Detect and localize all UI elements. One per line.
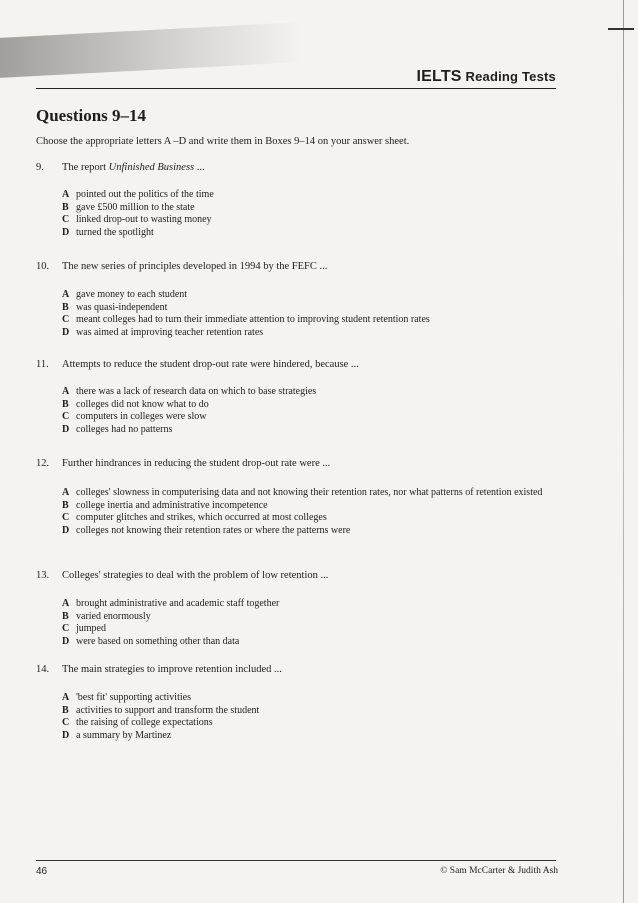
option-letter: B (62, 398, 69, 410)
brand-small: Reading Tests (465, 69, 556, 84)
option-text: jumped (76, 623, 106, 635)
option (62, 623, 552, 636)
option-text: there was a lack of research data on which to base strategies (76, 386, 317, 397)
option-text: pointed out the politics of the time (76, 189, 214, 200)
question-number: 14. (36, 664, 50, 675)
option-text: was aimed at improving teacher retention rates (76, 326, 264, 338)
option (62, 386, 552, 399)
option-text: colleges not knowing their retention rates or where the patterns were (76, 524, 351, 536)
option-text: computer glitches and strikes, which occurred at most colleges (76, 512, 327, 524)
option-letter: D (62, 635, 70, 647)
question-stem-italic: Unfinished Business (108, 162, 195, 173)
option (62, 487, 552, 500)
option-letter: A (62, 487, 70, 498)
option-letter: C (62, 512, 70, 524)
question-10 (36, 261, 327, 272)
question-stem: The new series of principles developed in 1994 by the FEFC ... (62, 261, 328, 272)
option-letter: C (62, 717, 70, 729)
option-letter: D (62, 423, 70, 435)
option (62, 189, 552, 202)
option (62, 214, 552, 227)
option-letter: D (62, 326, 70, 338)
option (62, 512, 552, 525)
page-number: 46 (36, 866, 48, 877)
option (62, 500, 552, 513)
option-letter: B (62, 499, 69, 511)
brand-big: IELTS (416, 68, 462, 85)
question-9 (36, 162, 205, 173)
options-9 (62, 189, 552, 239)
option-letter: C (62, 411, 70, 423)
options-11 (62, 386, 552, 436)
option (62, 424, 552, 437)
option (62, 202, 552, 215)
question-13 (36, 570, 328, 581)
option (62, 411, 552, 424)
option-text: colleges' slowness in computerising data and not knowing their retention rates, nor what patterns of retention existed (76, 487, 543, 498)
options-10 (62, 289, 552, 339)
option-letter: A (62, 598, 70, 609)
option-letter: B (62, 201, 69, 213)
option-letter: A (62, 289, 70, 300)
option-text: turned the spotlight (76, 226, 154, 238)
question-stem-prefix: The report (62, 162, 109, 173)
option-letter: A (62, 692, 70, 703)
option-text: gave £500 million to the state (76, 201, 195, 213)
question-14 (36, 664, 282, 675)
option-text: gave money to each student (76, 289, 188, 300)
question-number: 10. (36, 261, 50, 272)
option-letter: B (62, 704, 69, 716)
question-number: 12. (36, 458, 50, 469)
question-stem: Attempts to reduce the student drop-out rate were hindered, because ... (62, 359, 359, 370)
option (62, 705, 552, 718)
option (62, 598, 552, 611)
question-stem: Colleges' strategies to deal with the problem of low retention ... (62, 570, 329, 581)
option-letter: B (62, 301, 69, 313)
option (62, 399, 552, 412)
option-letter: B (62, 610, 69, 622)
option-text: brought administrative and academic staff together (76, 598, 280, 609)
question-11 (36, 359, 359, 370)
question-12 (36, 458, 330, 469)
question-number: 11. (36, 359, 49, 370)
option-letter: A (62, 189, 70, 200)
option (62, 227, 552, 240)
footer-rule (36, 860, 556, 861)
copyright-notice: © Sam McCarter & Judith Ash (440, 866, 558, 876)
option-text: varied enormously (76, 610, 151, 622)
options-12 (62, 487, 552, 537)
option-letter: C (62, 214, 70, 226)
question-stem-suffix: ... (194, 162, 205, 173)
option (62, 314, 552, 327)
option (62, 636, 552, 649)
page-edge-line (623, 0, 624, 903)
option-text: 'best fit' supporting activities (76, 692, 191, 703)
section-title: Questions 9–14 (36, 106, 147, 125)
options-14 (62, 692, 552, 742)
option-text: a summary by Martinez (76, 729, 172, 741)
option-text: was quasi-independent (76, 301, 168, 313)
option-text: linked drop-out to wasting money (76, 214, 212, 226)
option-text: computers in colleges were slow (76, 411, 207, 423)
instructions: Choose the appropriate letters A –D and write them in Boxes 9–14 on your answer sheet. (36, 136, 410, 147)
question-number: 9. (36, 162, 44, 173)
option (62, 611, 552, 624)
option (62, 525, 552, 538)
option-text: college inertia and administrative incompetence (76, 499, 268, 511)
option-text: colleges did not know what to do (76, 398, 209, 410)
option-letter: A (62, 386, 70, 397)
option-letter: C (62, 314, 70, 326)
option (62, 327, 552, 340)
running-header (36, 66, 556, 89)
option (62, 692, 552, 705)
option-text: activities to support and transform the student (76, 704, 260, 716)
brand-title (417, 68, 556, 86)
edge-tick-mark (608, 28, 634, 30)
option-text: were based on something other than data (76, 635, 240, 647)
option-letter: D (62, 729, 70, 741)
question-number: 13. (36, 570, 50, 581)
option-letter: C (62, 623, 70, 635)
option-letter: D (62, 524, 70, 536)
option-text: colleges had no patterns (76, 423, 173, 435)
options-13 (62, 598, 552, 648)
question-stem: Further hindrances in reducing the student drop-out rate were ... (62, 458, 331, 469)
option (62, 717, 552, 730)
option-letter: D (62, 226, 70, 238)
option (62, 302, 552, 315)
option (62, 289, 552, 302)
option-text: meant colleges had to turn their immediate attention to improving student retention rates (76, 314, 430, 326)
option-text: the raising of college expectations (76, 717, 213, 729)
question-stem: The main strategies to improve retention included ... (62, 664, 282, 675)
option (62, 730, 552, 743)
